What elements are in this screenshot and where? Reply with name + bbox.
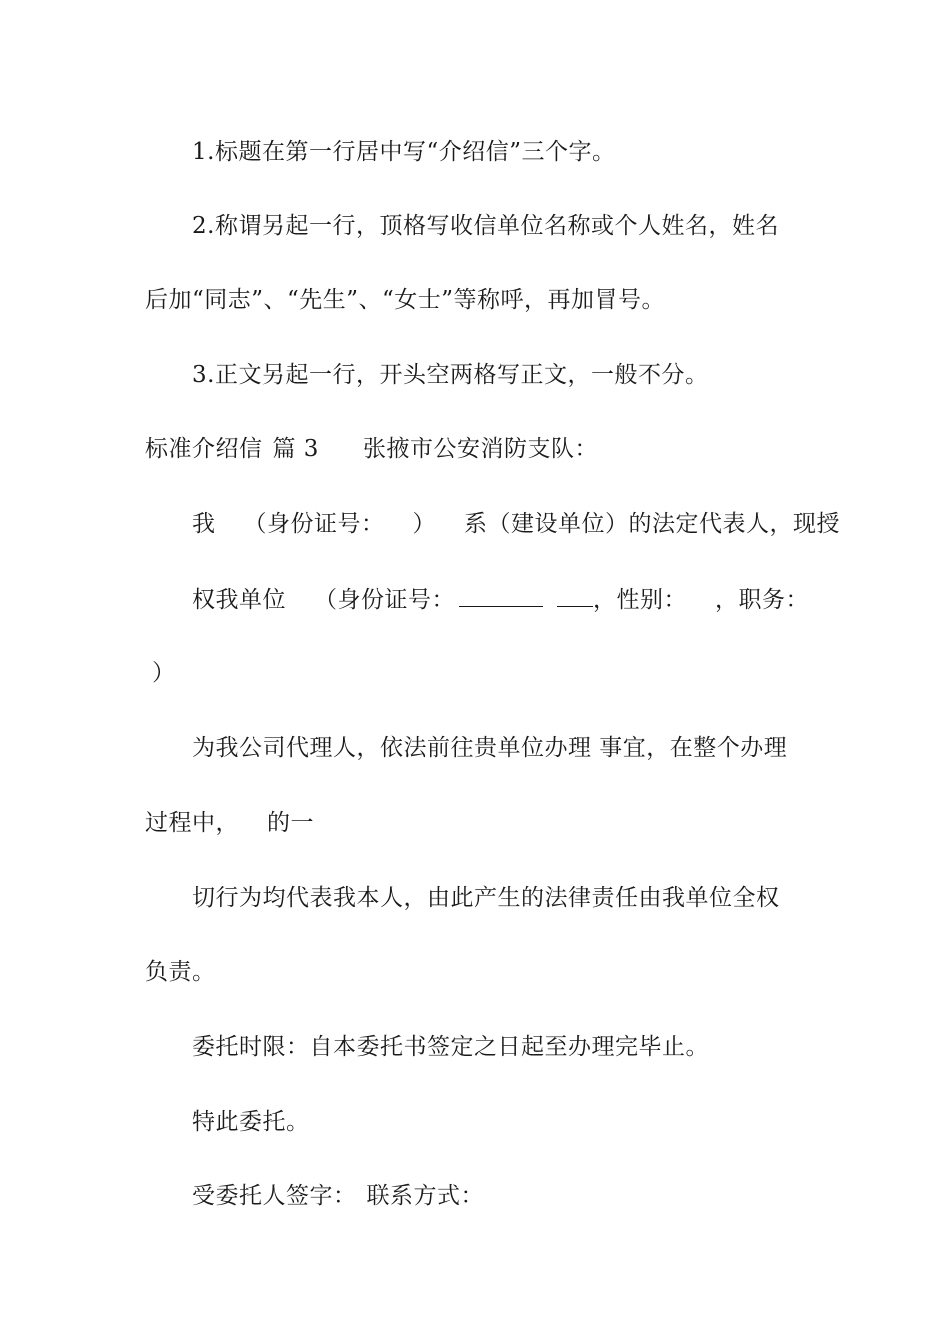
- section-heading: 标准介绍信: [145, 436, 263, 462]
- body-line-agent-info: [192, 584, 809, 615]
- signature-line: [192, 1181, 484, 1211]
- body-text: （身份证号：: [314, 587, 455, 613]
- body-text: 权我单位: [192, 587, 286, 613]
- body-text: ，职务：: [715, 587, 809, 613]
- section-number: 篇 3: [272, 436, 319, 462]
- body-text: ）: [412, 511, 436, 537]
- body-line-closing-paren: ）: [152, 660, 176, 686]
- body-text: 过程中，: [145, 810, 239, 836]
- body-line-agent-role: 为我公司代理人，依法前往贵单位办理 事宜，在整个办理: [192, 735, 788, 761]
- body-line-term: 委托时限：自本委托书签定之日起至办理完毕止。: [192, 1034, 709, 1060]
- body-line-process: [145, 808, 314, 838]
- body-text: ，性别：: [593, 587, 687, 613]
- body-line-liability: 切行为均代表我本人，由此产生的法律责任由我单位全权: [192, 885, 780, 911]
- body-text: （身份证号：: [243, 511, 385, 537]
- signature-label: 受委托人签字：: [192, 1183, 357, 1209]
- addressee: 张掖市公安消防支队：: [362, 436, 598, 462]
- section-heading-line: [145, 434, 598, 464]
- contact-label: 联系方式：: [366, 1183, 484, 1209]
- id-number-blank: [459, 584, 543, 607]
- id-number-blank-2: [557, 584, 593, 607]
- body-text: 的一: [267, 810, 314, 836]
- instruction-line-3: 3.正文另起一行，开头空两格写正文，一般不分。: [192, 362, 709, 388]
- body-line-liability-end: 负责。: [145, 959, 216, 985]
- body-text: 我: [192, 511, 216, 537]
- body-line-authorization: [192, 509, 840, 539]
- instruction-line-2: 2.称谓另起一行，顶格写收信单位名称或个人姓名，姓名: [192, 213, 779, 239]
- body-line-closing: 特此委托。: [192, 1109, 310, 1135]
- body-text: 系（建设单位）的法定代表人，现授: [464, 511, 840, 537]
- instruction-line-1: 1.标题在第一行居中写“介绍信”三个字。: [192, 139, 616, 165]
- instruction-line-2-continued: 后加“同志”、“先生”、“女士”等称呼，再加冒号。: [145, 287, 666, 313]
